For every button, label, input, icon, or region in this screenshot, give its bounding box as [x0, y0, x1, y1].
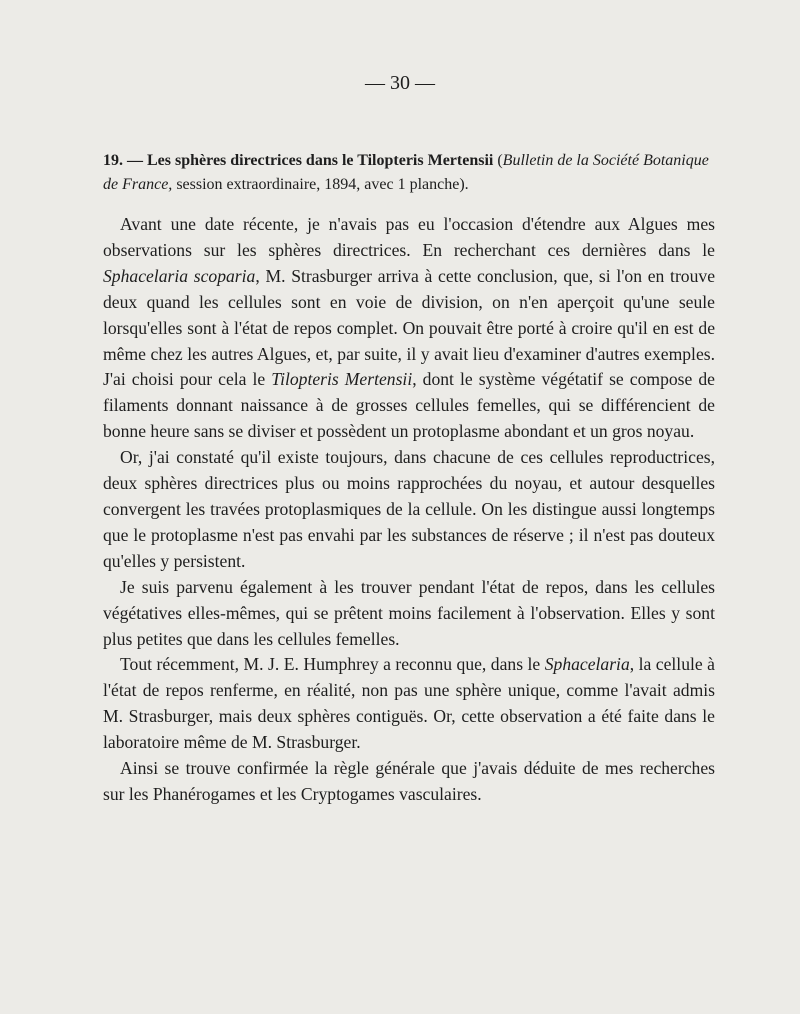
entry-title: — Les sphères directrices dans le Tilopteris Mertensii	[127, 152, 494, 169]
paragraph-1	[103, 212, 715, 445]
paragraph-1-part-e: , dont le système végétatif se compose de filaments donnant naissance à de grosses cellules femelles, qui se différencient de bonne heure sans se diviser et possèdent un protoplasme abondant et un gros noyau.	[103, 369, 715, 442]
paragraph-2: Or, j'ai constaté qu'il existe toujours, dans chacune de ces cellules reproductrices, deux sphères directrices plus ou moins rapprochées du noyau, et autour desquelles convergent les travées protoplasmiques de la cellule. On les distingue aussi longtemps que le protoplasme n'est pas envahi par les substances de réserve ; il n'est pas douteux qu'elles y persistent.	[103, 447, 715, 571]
journal-name: Bulletin de la Société Botanique de France,	[103, 152, 709, 193]
body-text	[103, 212, 715, 808]
paragraph-3: Je suis parvenu également à les trouver pendant l'état de repos, dans les cellules végétatives elles-mêmes, qui se prêtent moins facilement à l'observation. Elles y sont plus petites que dans les cellules femelles.	[103, 576, 715, 649]
species-tilopteris-mertensii: Tilopteris Mertensii	[271, 369, 413, 390]
paragraph-4-part-a: Tout récemment, M. J. E. Humphrey a reconnu que, dans le	[120, 654, 545, 675]
paragraph-4	[103, 652, 715, 756]
paragraph-1-part-c: , M. Strasburger arriva à cette conclusion, que, si l'on en trouve deux quand les cellules sont en voie de division, on n'en aperçoit qu'une seule lorsqu'elles sont à l'état de repos complet. On pouvait être porté à croire qu'il en est de même chez les autres Algues, et, par suite, il y avait lieu d'examiner d'autres exemples. J'ai choisi pour cela le	[103, 265, 716, 390]
paragraph-1-part-a: Avant une date récente, je n'avais pas eu l'occasion d'étendre aux Algues mes observations sur les sphères directrices. En recherchant ces dernières dans le	[103, 214, 715, 260]
species-sphacelaria-scoparia: Sphacelaria scoparia	[103, 265, 256, 286]
paragraph-5: Ainsi se trouve confirmée la règle générale que j'avais déduite de mes recherches sur les Phanérogames et les Cryptogames vasculaires.	[103, 758, 715, 804]
species-sphacelaria: Sphacelaria	[544, 654, 630, 675]
page-number: — 30 —	[365, 72, 435, 94]
entry-heading: 19. — Les sphères directrices dans le Tilopteris Mertensii (Bulletin de la Société Botanique de France, session extraordinaire, 1894, avec 1 planche).	[103, 152, 709, 193]
publication-details: session extraordinaire, 1894, avec 1 planche).	[176, 176, 469, 193]
entry-number: 19.	[103, 152, 123, 169]
paragraph-4-part-c: , la cellule à l'état de repos renferme, en réalité, non pas une sphère unique, comme l'avait admis M. Strasburger, mais deux sphères contiguës. Or, cette observation a été faite dans le laboratoire même de M. Strasburger.	[103, 654, 715, 753]
